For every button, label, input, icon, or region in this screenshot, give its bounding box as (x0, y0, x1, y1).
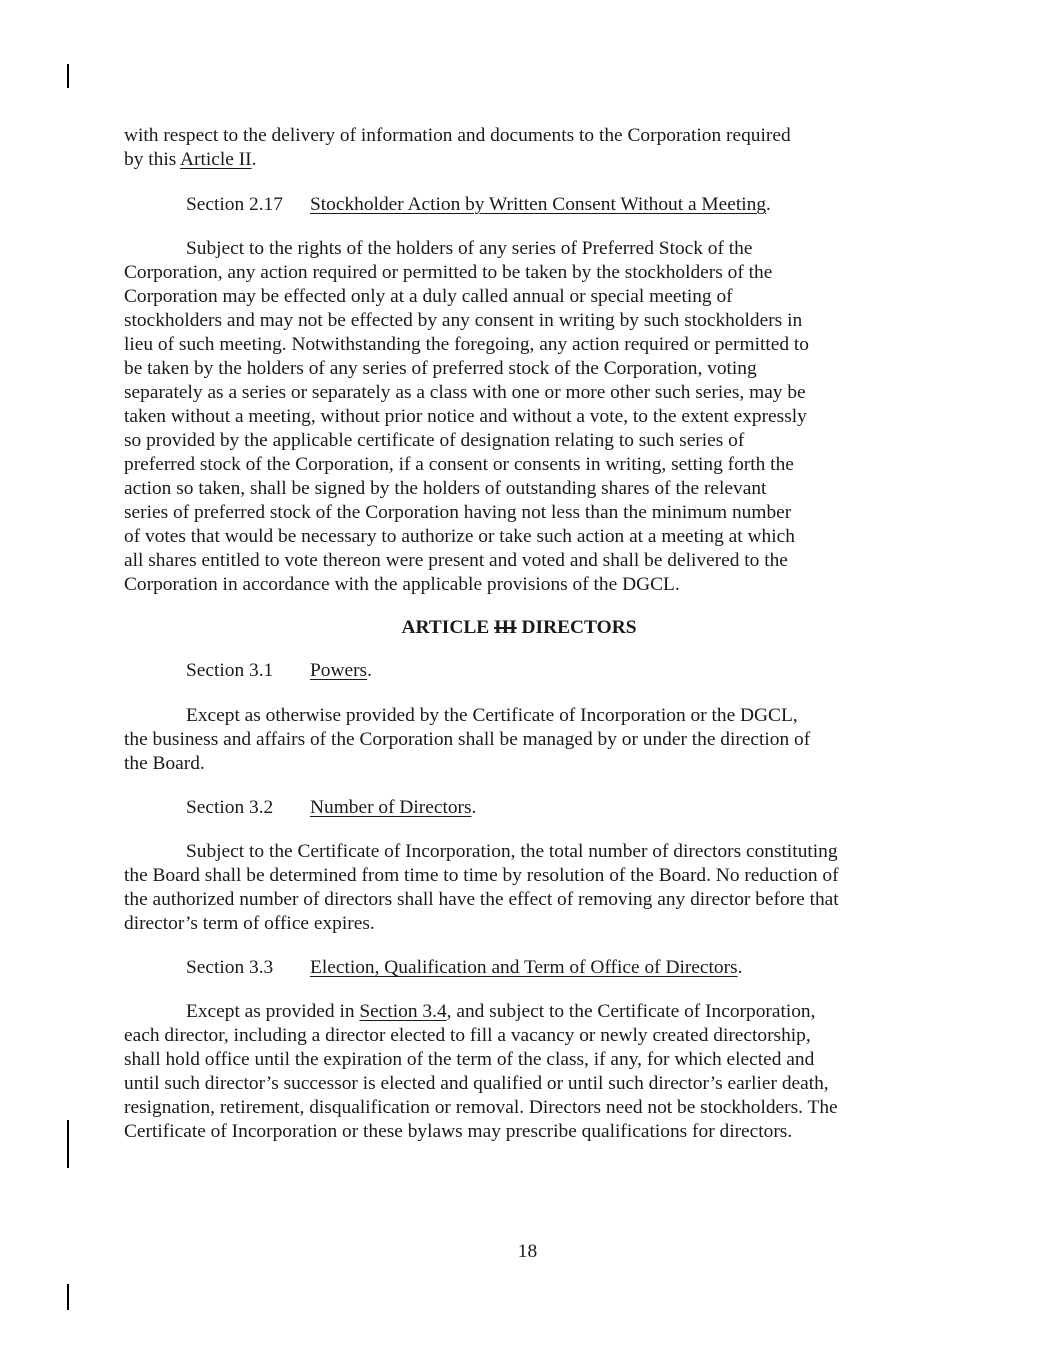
section-2-17-body (124, 237, 936, 597)
text-line: lieu of such meeting. Notwithstanding the foregoing, any action required or permitted to (124, 334, 809, 355)
text-line: Except as otherwise provided by the Certificate of Incorporation or the DGCL, (186, 705, 798, 726)
page-number: 18 (517, 1241, 538, 1262)
section-title: Number of Directors (310, 797, 472, 818)
text-line: until such director’s successor is elected and qualified or until such director’s earlier death, (124, 1073, 829, 1094)
text-line: shall hold office until the expiration of the term of the class, if any, for which elected and (124, 1049, 815, 1070)
section-3-2-heading: Section 3.2 Number of Directors. (186, 797, 477, 818)
text-line: resignation, retirement, disqualification or removal. Directors need not be stockholders. The (124, 1097, 838, 1118)
section-number: Section 2.17 (186, 194, 283, 215)
section-title: Powers (310, 660, 368, 681)
section-3-3-body (124, 1000, 936, 1144)
text-line: the Board shall be determined from time to time by resolution of the Board. No reduction of (124, 865, 839, 886)
text-line: Certificate of Incorporation or these bylaws may prescribe qualifications for directors. (124, 1121, 793, 1142)
section-number: Section 3.3 (186, 957, 274, 978)
section-title: Stockholder Action by Written Consent Without a Meeting (310, 194, 767, 215)
article-heading: ARTICLE III DIRECTORS (401, 617, 637, 638)
section-3-2-body (124, 840, 936, 936)
text-line: so provided by the applicable certificate of designation relating to such series of (124, 430, 745, 451)
text-line: Corporation, any action required or permitted to be taken by the stockholders of the (124, 262, 773, 283)
text-line: Corporation may be effected only at a duly called annual or special meeting of (124, 286, 733, 307)
text-line: Subject to the Certificate of Incorporation, the total number of directors constituting (186, 841, 838, 862)
text-line: each director, including a director elected to fill a vacancy or newly created directorship, (124, 1025, 811, 1046)
text-line: Subject to the rights of the holders of any series of Preferred Stock of the (186, 238, 753, 259)
section-title: Election, Qualification and Term of Office of Directors (310, 957, 738, 978)
text-line: Except as provided in Section 3.4, and subject to the Certificate of Incorporation, (186, 1001, 816, 1022)
text-line: all shares entitled to vote thereon were present and voted and shall be delivered to the (124, 550, 788, 571)
text-line: separately as a series or separately as a class with one or more other such series, may be (124, 382, 806, 403)
section-3-4-reference: Section 3.4 (359, 1001, 447, 1022)
section-number: Section 3.1 (186, 660, 274, 681)
change-bar (67, 1120, 69, 1168)
section-3-1-heading: Section 3.1 Powers. (186, 660, 372, 681)
article-ii-reference: Article II (180, 149, 252, 170)
change-bar (67, 64, 69, 88)
text-line: be taken by the holders of any series of preferred stock of the Corporation, voting (124, 358, 757, 379)
text-line: the business and affairs of the Corporation shall be managed by or under the direction of (124, 729, 811, 750)
continuation-paragraph (124, 124, 936, 172)
text-line: series of preferred stock of the Corporation having not less than the minimum number (124, 502, 792, 523)
text-line: the authorized number of directors shall have the effect of removing any director before that (124, 889, 839, 910)
section-3-3-heading: Section 3.3 Election, Qualification and Term of Office of Directors. (186, 957, 743, 978)
deleted-text: III (494, 617, 517, 638)
text-line: action so taken, shall be signed by the holders of outstanding shares of the relevant (124, 478, 767, 499)
section-2-17-heading: Section 2.17 Stockholder Action by Written Consent Without a Meeting. (186, 194, 771, 215)
text-line: of votes that would be necessary to authorize or take such action at a meeting at which (124, 526, 795, 547)
text-line: taken without a meeting, without prior notice and without a vote, to the extent expressly (124, 406, 807, 427)
text-line: preferred stock of the Corporation, if a consent or consents in writing, setting forth the (124, 454, 794, 475)
text-line: the Board. (124, 753, 205, 774)
section-3-1-body (124, 704, 936, 776)
text-line: by this Article II. (124, 149, 257, 170)
text-line: Corporation in accordance with the applicable provisions of the DGCL. (124, 574, 680, 595)
change-bar (67, 1284, 69, 1310)
text-line: stockholders and may not be effected by any consent in writing by such stockholders in (124, 310, 803, 331)
text-line: with respect to the delivery of information and documents to the Corporation required (124, 125, 791, 146)
text-line: director’s term of office expires. (124, 913, 375, 934)
section-number: Section 3.2 (186, 797, 274, 818)
